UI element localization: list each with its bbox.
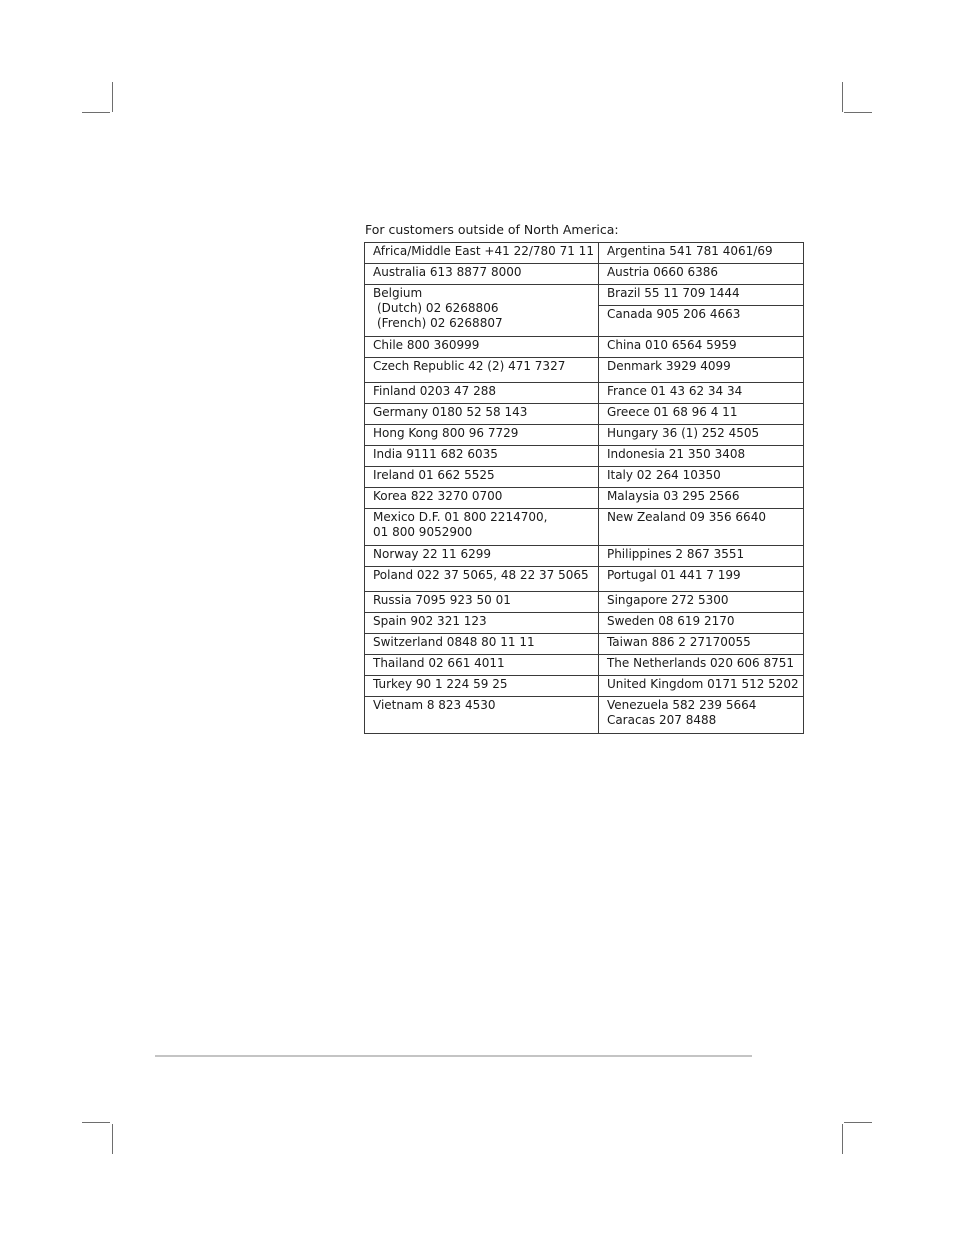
table-row bbox=[365, 613, 804, 634]
table-cell: New Zealand 09 356 6640 bbox=[598, 509, 803, 546]
table-cell: Philippines 2 867 3551 bbox=[598, 546, 803, 567]
table-cell: Ireland 01 662 5525 bbox=[365, 467, 599, 488]
table-cell: Greece 01 68 96 4 11 bbox=[598, 404, 803, 425]
table-row bbox=[365, 634, 804, 655]
table-cell: Italy 02 264 10350 bbox=[598, 467, 803, 488]
crop-mark-bottom-left-vertical bbox=[112, 1124, 113, 1154]
mexico-line-2: 01 800 9052900 bbox=[373, 525, 473, 539]
table-row bbox=[365, 655, 804, 676]
table-cell: Taiwan 886 2 27170055 bbox=[598, 634, 803, 655]
table-row bbox=[365, 425, 804, 446]
venezuela-cell bbox=[598, 697, 803, 734]
table-cell: Argentina 541 781 4061/69 bbox=[598, 243, 803, 264]
belgium-cell bbox=[365, 285, 599, 337]
table-row bbox=[365, 404, 804, 425]
table-row bbox=[365, 358, 804, 383]
table-cell: France 01 43 62 34 34 bbox=[598, 383, 803, 404]
table-cell: China 010 6564 5959 bbox=[598, 337, 803, 358]
table-cell: Indonesia 21 350 3408 bbox=[598, 446, 803, 467]
table-cell: Canada 905 206 4663 bbox=[598, 306, 803, 337]
crop-mark-top-left-horizontal bbox=[82, 112, 110, 113]
table-cell: Turkey 90 1 224 59 25 bbox=[365, 676, 599, 697]
table-cell: Australia 613 8877 8000 bbox=[365, 264, 599, 285]
table-cell: Korea 822 3270 0700 bbox=[365, 488, 599, 509]
table-cell: United Kingdom 0171 512 5202 bbox=[598, 676, 803, 697]
mexico-cell bbox=[365, 509, 599, 546]
table-cell: Russia 7095 923 50 01 bbox=[365, 592, 599, 613]
footer-rule bbox=[155, 1055, 752, 1057]
table-cell: Austria 0660 6386 bbox=[598, 264, 803, 285]
table-row bbox=[365, 697, 804, 734]
table-cell: Czech Republic 42 (2) 471 7327 bbox=[365, 358, 599, 383]
table-cell: India 9111 682 6035 bbox=[365, 446, 599, 467]
venezuela-line-2: Caracas 207 8488 bbox=[606, 713, 717, 727]
belgium-dutch: (Dutch) 02 6268806 bbox=[377, 301, 499, 315]
table-row bbox=[365, 509, 804, 546]
table-row bbox=[365, 243, 804, 264]
table-row bbox=[365, 488, 804, 509]
mexico-line-1: Mexico D.F. 01 800 2214700, bbox=[373, 510, 548, 524]
venezuela-line-1: Venezuela 582 239 5664 bbox=[606, 698, 757, 712]
table-cell: Hungary 36 (1) 252 4505 bbox=[598, 425, 803, 446]
crop-mark-top-right-vertical bbox=[842, 82, 843, 112]
table-cell: Spain 902 321 123 bbox=[365, 613, 599, 634]
intro-text: For customers outside of North America: bbox=[365, 222, 619, 237]
crop-mark-top-left-vertical bbox=[112, 82, 113, 112]
table-row bbox=[365, 285, 804, 306]
table-cell: Malaysia 03 295 2566 bbox=[598, 488, 803, 509]
crop-mark-bottom-right-horizontal bbox=[844, 1122, 872, 1123]
table-row bbox=[365, 567, 804, 592]
support-phone-table bbox=[364, 242, 804, 734]
crop-mark-bottom-left-horizontal bbox=[82, 1122, 110, 1123]
table-cell: Africa/Middle East +41 22/780 71 11 bbox=[365, 243, 599, 264]
table-row bbox=[365, 383, 804, 404]
table-cell: Switzerland 0848 80 11 11 bbox=[365, 634, 599, 655]
table-cell: Chile 800 360999 bbox=[365, 337, 599, 358]
crop-mark-bottom-right-vertical bbox=[842, 1124, 843, 1154]
table-row bbox=[365, 592, 804, 613]
table-cell: Germany 0180 52 58 143 bbox=[365, 404, 599, 425]
table-cell: The Netherlands 020 606 8751 bbox=[598, 655, 803, 676]
table-cell: Singapore 272 5300 bbox=[598, 592, 803, 613]
table-row bbox=[365, 676, 804, 697]
table-cell: Portugal 01 441 7 199 bbox=[598, 567, 803, 592]
table-cell: Denmark 3929 4099 bbox=[598, 358, 803, 383]
table-cell: Norway 22 11 6299 bbox=[365, 546, 599, 567]
table-row bbox=[365, 446, 804, 467]
crop-mark-top-right-horizontal bbox=[844, 112, 872, 113]
table-cell: Sweden 08 619 2170 bbox=[598, 613, 803, 634]
table-row bbox=[365, 264, 804, 285]
table-cell: Thailand 02 661 4011 bbox=[365, 655, 599, 676]
table-row bbox=[365, 546, 804, 567]
belgium-french: (French) 02 6268807 bbox=[377, 316, 503, 330]
table-cell: Vietnam 8 823 4530 bbox=[365, 697, 599, 734]
table-row bbox=[365, 337, 804, 358]
table-cell: Hong Kong 800 96 7729 bbox=[365, 425, 599, 446]
table-cell: Finland 0203 47 288 bbox=[365, 383, 599, 404]
table-cell: Brazil 55 11 709 1444 bbox=[598, 285, 803, 306]
table-row bbox=[365, 467, 804, 488]
belgium-label: Belgium bbox=[373, 286, 423, 300]
table-cell: Poland 022 37 5065, 48 22 37 5065 bbox=[365, 567, 599, 592]
